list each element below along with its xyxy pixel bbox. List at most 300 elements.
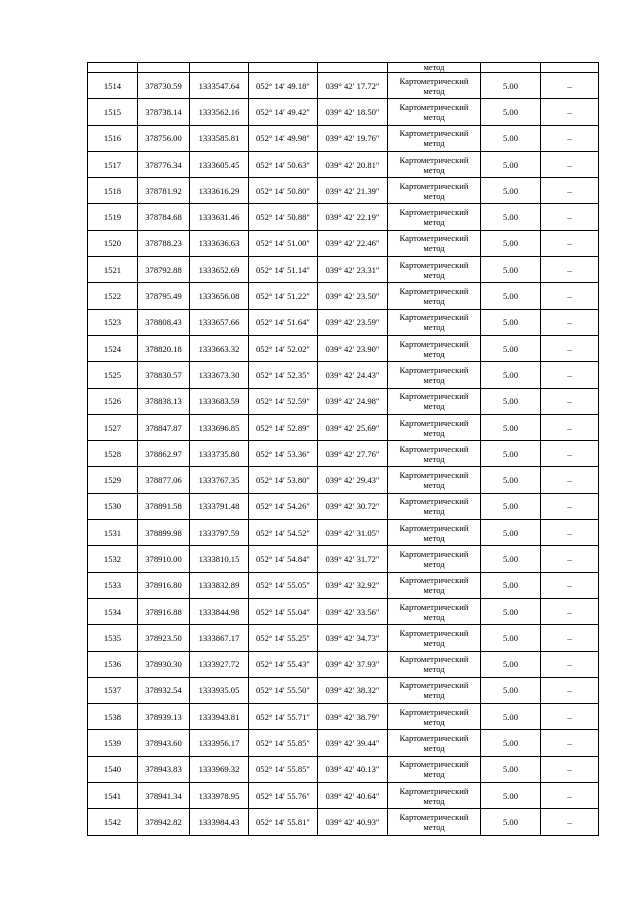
- cell-note: –: [541, 809, 599, 835]
- cell-longitude: 039° 42′ 23.31″: [318, 257, 388, 283]
- cell-longitude: 039° 42′ 17.72″: [318, 73, 388, 99]
- cell-longitude: 039° 42′ 32.92″: [318, 572, 388, 598]
- cell-accuracy: 5.00: [481, 283, 541, 309]
- cell-accuracy: 5.00: [481, 493, 541, 519]
- cell-note: –: [541, 125, 599, 151]
- cell-accuracy: 5.00: [481, 520, 541, 546]
- cell-method: [388, 335, 481, 361]
- cell-note: –: [541, 151, 599, 177]
- cell-point-number: 1536: [88, 651, 138, 677]
- table-row: [88, 178, 599, 204]
- cell-y-coordinate: 1333673.30: [190, 362, 249, 388]
- cell-note: –: [541, 362, 599, 388]
- cell-note: –: [541, 441, 599, 467]
- cell-point-number: 1542: [88, 809, 138, 835]
- cell-accuracy: 5.00: [481, 625, 541, 651]
- cell-method: [388, 467, 481, 493]
- cell-x-coordinate: 378891.58: [138, 493, 190, 519]
- cell-point-number: 1516: [88, 125, 138, 151]
- cell-x-coordinate: 378877.06: [138, 467, 190, 493]
- cell-note: –: [541, 783, 599, 809]
- table-row: [88, 704, 599, 730]
- cell-accuracy: 5.00: [481, 73, 541, 99]
- cell-point-number: 1527: [88, 414, 138, 440]
- method-line: Картометрический: [399, 575, 469, 586]
- cell-point-number: 1531: [88, 520, 138, 546]
- cell-y-coordinate: 1333605.45: [190, 151, 249, 177]
- method-line: метод: [423, 348, 445, 359]
- coordinates-table: [87, 62, 599, 836]
- method-line: Картометрический: [399, 75, 469, 86]
- cell-x-coordinate: 378738.14: [138, 99, 190, 125]
- cell-empty: [249, 63, 318, 73]
- method-line: метод: [423, 217, 445, 228]
- cell-y-coordinate: 1333935.05: [190, 677, 249, 703]
- method-line: метод: [423, 85, 445, 96]
- method-line: Картометрический: [399, 180, 469, 191]
- cell-accuracy: 5.00: [481, 441, 541, 467]
- method-line: метод: [423, 296, 445, 307]
- cell-latitude: 052° 14′ 55.76″: [249, 783, 318, 809]
- method-line: метод: [423, 611, 445, 622]
- cell-longitude: 039° 42′ 25.69″: [318, 414, 388, 440]
- cell-point-number: 1524: [88, 335, 138, 361]
- cell-x-coordinate: 378930.30: [138, 651, 190, 677]
- cell-longitude: 039° 42′ 34.73″: [318, 625, 388, 651]
- method-line: Картометрический: [399, 338, 469, 349]
- cell-y-coordinate: 1333927.72: [190, 651, 249, 677]
- cell-x-coordinate: 378932.54: [138, 677, 190, 703]
- method-line: метод: [423, 138, 445, 149]
- cell-point-number: 1518: [88, 178, 138, 204]
- method-line: Картометрический: [399, 286, 469, 297]
- cell-x-coordinate: 378776.34: [138, 151, 190, 177]
- continuation-row: [88, 63, 599, 73]
- cell-method: [388, 598, 481, 624]
- cell-accuracy: 5.00: [481, 756, 541, 782]
- cell-x-coordinate: 378847.87: [138, 414, 190, 440]
- cell-point-number: 1534: [88, 598, 138, 624]
- table-row: [88, 151, 599, 177]
- method-line: Картометрический: [399, 364, 469, 375]
- table-row: [88, 520, 599, 546]
- cell-latitude: 052° 14′ 54.52″: [249, 520, 318, 546]
- cell-accuracy: 5.00: [481, 467, 541, 493]
- cell-x-coordinate: 378941.34: [138, 783, 190, 809]
- cell-x-coordinate: 378899.98: [138, 520, 190, 546]
- cell-longitude: 039° 42′ 40.93″: [318, 809, 388, 835]
- cell-y-coordinate: 1333663.32: [190, 335, 249, 361]
- table-row: [88, 204, 599, 230]
- cell-longitude: 039° 42′ 30.72″: [318, 493, 388, 519]
- method-line: Картометрический: [399, 470, 469, 481]
- cell-longitude: 039° 42′ 38.79″: [318, 704, 388, 730]
- cell-point-number: 1532: [88, 546, 138, 572]
- cell-method: [388, 704, 481, 730]
- method-line: Картометрический: [399, 443, 469, 454]
- cell-note: –: [541, 335, 599, 361]
- cell-method: [388, 257, 481, 283]
- method-line: Картометрический: [399, 522, 469, 533]
- cell-latitude: 052° 14′ 49.98″: [249, 125, 318, 151]
- method-line: Картометрический: [399, 785, 469, 796]
- cell-x-coordinate: 378923.50: [138, 625, 190, 651]
- cell-method: [388, 283, 481, 309]
- method-line: метод: [423, 637, 445, 648]
- cell-longitude: 039° 42′ 40.13″: [318, 756, 388, 782]
- cell-method: [388, 546, 481, 572]
- cell-y-coordinate: 1333616.29: [190, 178, 249, 204]
- cell-note: –: [541, 704, 599, 730]
- cell-longitude: 039° 42′ 37.93″: [318, 651, 388, 677]
- cell-y-coordinate: 1333956.17: [190, 730, 249, 756]
- method-line: метод: [423, 243, 445, 254]
- cell-y-coordinate: 1333562.16: [190, 99, 249, 125]
- method-line: метод: [423, 111, 445, 122]
- cell-point-number: 1517: [88, 151, 138, 177]
- cell-accuracy: 5.00: [481, 99, 541, 125]
- cell-accuracy: 5.00: [481, 362, 541, 388]
- cell-latitude: 052° 14′ 50.88″: [249, 204, 318, 230]
- method-line: Картометрический: [399, 417, 469, 428]
- cell-point-number: 1526: [88, 388, 138, 414]
- cell-accuracy: 5.00: [481, 651, 541, 677]
- cell-point-number: 1535: [88, 625, 138, 651]
- cell-point-number: 1540: [88, 756, 138, 782]
- cell-latitude: 052° 14′ 55.50″: [249, 677, 318, 703]
- table-row: [88, 309, 599, 335]
- cell-y-coordinate: 1333984.43: [190, 809, 249, 835]
- cell-accuracy: 5.00: [481, 414, 541, 440]
- cell-note: –: [541, 230, 599, 256]
- cell-point-number: 1538: [88, 704, 138, 730]
- cell-y-coordinate: 1333652.69: [190, 257, 249, 283]
- cell-empty: [138, 63, 190, 73]
- method-line: метод: [423, 506, 445, 517]
- cell-method: [388, 783, 481, 809]
- cell-accuracy: 5.00: [481, 783, 541, 809]
- cell-point-number: 1522: [88, 283, 138, 309]
- cell-point-number: 1539: [88, 730, 138, 756]
- cell-method: [388, 309, 481, 335]
- method-line: метод: [423, 664, 445, 675]
- table-row: [88, 572, 599, 598]
- table-row: [88, 257, 599, 283]
- method-line: Картометрический: [399, 654, 469, 665]
- cell-method: [388, 230, 481, 256]
- cell-note: –: [541, 73, 599, 99]
- cell-accuracy: 5.00: [481, 704, 541, 730]
- cell-method: [388, 625, 481, 651]
- cell-x-coordinate: 378916.80: [138, 572, 190, 598]
- cell-note: –: [541, 414, 599, 440]
- cell-point-number: 1525: [88, 362, 138, 388]
- cell-accuracy: 5.00: [481, 309, 541, 335]
- cell-longitude: 039° 42′ 39.44″: [318, 730, 388, 756]
- cell-x-coordinate: 378781.92: [138, 178, 190, 204]
- cell-point-number: 1521: [88, 257, 138, 283]
- cell-accuracy: 5.00: [481, 335, 541, 361]
- cell-longitude: 039° 42′ 22.46″: [318, 230, 388, 256]
- method-line: метод: [423, 821, 445, 832]
- cell-y-coordinate: 1333631.46: [190, 204, 249, 230]
- method-line: метод: [423, 716, 445, 727]
- cell-empty: [88, 63, 138, 73]
- cell-method: [388, 730, 481, 756]
- cell-latitude: 052° 14′ 52.89″: [249, 414, 318, 440]
- cell-longitude: 039° 42′ 24.43″: [318, 362, 388, 388]
- method-line: метод: [423, 585, 445, 596]
- cell-empty: [318, 63, 388, 73]
- cell-empty: [190, 63, 249, 73]
- cell-point-number: 1533: [88, 572, 138, 598]
- cell-latitude: 052° 14′ 54.84″: [249, 546, 318, 572]
- cell-x-coordinate: 378795.49: [138, 283, 190, 309]
- table-row: [88, 625, 599, 651]
- method-line: метод: [423, 558, 445, 569]
- method-line: метод: [423, 164, 445, 175]
- cell-point-number: 1520: [88, 230, 138, 256]
- cell-latitude: 052° 14′ 51.14″: [249, 257, 318, 283]
- table-row: [88, 283, 599, 309]
- method-line: Картометрический: [399, 759, 469, 770]
- cell-method: [388, 414, 481, 440]
- cell-latitude: 052° 14′ 55.43″: [249, 651, 318, 677]
- cell-x-coordinate: 378943.60: [138, 730, 190, 756]
- cell-note: –: [541, 467, 599, 493]
- cell-latitude: 052° 14′ 52.35″: [249, 362, 318, 388]
- table-row: [88, 756, 599, 782]
- cell-method: [388, 441, 481, 467]
- cell-x-coordinate: 378916.88: [138, 598, 190, 624]
- cell-point-number: 1541: [88, 783, 138, 809]
- cell-y-coordinate: 1333683.59: [190, 388, 249, 414]
- cell-method: [388, 493, 481, 519]
- cell-accuracy: 5.00: [481, 546, 541, 572]
- cell-longitude: 039° 42′ 18.50″: [318, 99, 388, 125]
- method-line: Картометрический: [399, 496, 469, 507]
- method-line: Картометрический: [399, 733, 469, 744]
- cell-accuracy: 5.00: [481, 257, 541, 283]
- cell-accuracy: 5.00: [481, 388, 541, 414]
- table-row: [88, 493, 599, 519]
- method-line: Картометрический: [399, 154, 469, 165]
- cell-y-coordinate: 1333656.08: [190, 283, 249, 309]
- table-body: [88, 63, 599, 836]
- cell-latitude: 052° 14′ 55.04″: [249, 598, 318, 624]
- cell-method: [388, 204, 481, 230]
- method-line: метод: [423, 453, 445, 464]
- cell-method: [388, 520, 481, 546]
- method-line: Картометрический: [399, 233, 469, 244]
- cell-longitude: 039° 42′ 21.39″: [318, 178, 388, 204]
- cell-y-coordinate: 1333585.81: [190, 125, 249, 151]
- cell-point-number: 1528: [88, 441, 138, 467]
- cell-point-number: 1537: [88, 677, 138, 703]
- cell-note: –: [541, 756, 599, 782]
- cell-longitude: 039° 42′ 24.98″: [318, 388, 388, 414]
- cell-longitude: 039° 42′ 29.43″: [318, 467, 388, 493]
- cell-note: –: [541, 572, 599, 598]
- cell-y-coordinate: 1333797.59: [190, 520, 249, 546]
- cell-x-coordinate: 378910.00: [138, 546, 190, 572]
- method-line: Картометрический: [399, 548, 469, 559]
- cell-latitude: 052° 14′ 49.42″: [249, 99, 318, 125]
- cell-y-coordinate: 1333867.17: [190, 625, 249, 651]
- cell-latitude: 052° 14′ 49.18″: [249, 73, 318, 99]
- method-line: Картометрический: [399, 312, 469, 323]
- cell-latitude: 052° 14′ 54.26″: [249, 493, 318, 519]
- cell-latitude: 052° 14′ 55.25″: [249, 625, 318, 651]
- cell-x-coordinate: 378862.97: [138, 441, 190, 467]
- method-line: Картометрический: [399, 207, 469, 218]
- method-line: метод: [423, 532, 445, 543]
- table-row: [88, 99, 599, 125]
- cell-method: [388, 99, 481, 125]
- cell-method: [388, 362, 481, 388]
- cell-accuracy: 5.00: [481, 809, 541, 835]
- cell-method: [388, 388, 481, 414]
- method-line: метод: [423, 743, 445, 754]
- cell-accuracy: 5.00: [481, 572, 541, 598]
- cell-y-coordinate: 1333978.95: [190, 783, 249, 809]
- method-line: метод: [423, 427, 445, 438]
- method-line: Картометрический: [399, 680, 469, 691]
- cell-method: [388, 178, 481, 204]
- cell-x-coordinate: 378756.00: [138, 125, 190, 151]
- method-line: Картометрический: [399, 101, 469, 112]
- cell-x-coordinate: 378784.68: [138, 204, 190, 230]
- cell-note: –: [541, 546, 599, 572]
- cell-note: –: [541, 651, 599, 677]
- cell-accuracy: 5.00: [481, 230, 541, 256]
- method-line: метод: [423, 190, 445, 201]
- table-row: [88, 230, 599, 256]
- cell-longitude: 039° 42′ 23.90″: [318, 335, 388, 361]
- method-line: Картометрический: [399, 706, 469, 717]
- cell-longitude: 039° 42′ 33.56″: [318, 598, 388, 624]
- cell-x-coordinate: 378820.18: [138, 335, 190, 361]
- cell-latitude: 052° 14′ 51.00″: [249, 230, 318, 256]
- cell-accuracy: 5.00: [481, 598, 541, 624]
- cell-note: –: [541, 730, 599, 756]
- cell-accuracy: 5.00: [481, 677, 541, 703]
- method-line: метод: [423, 480, 445, 491]
- method-line: Картометрический: [399, 811, 469, 822]
- cell-x-coordinate: 378838.13: [138, 388, 190, 414]
- cell-latitude: 052° 14′ 53.36″: [249, 441, 318, 467]
- cell-longitude: 039° 42′ 23.50″: [318, 283, 388, 309]
- cell-x-coordinate: 378792.88: [138, 257, 190, 283]
- cell-y-coordinate: 1333832.89: [190, 572, 249, 598]
- cell-x-coordinate: 378830.57: [138, 362, 190, 388]
- cell-latitude: 052° 14′ 55.05″: [249, 572, 318, 598]
- cell-x-coordinate: 378939.13: [138, 704, 190, 730]
- table-row: [88, 335, 599, 361]
- cell-longitude: 039° 42′ 31.05″: [318, 520, 388, 546]
- cell-accuracy: 5.00: [481, 178, 541, 204]
- cell-point-number: 1515: [88, 99, 138, 125]
- cell-y-coordinate: 1333696.85: [190, 414, 249, 440]
- cell-x-coordinate: 378943.83: [138, 756, 190, 782]
- cell-x-coordinate: 378942.82: [138, 809, 190, 835]
- cell-x-coordinate: 378808.43: [138, 309, 190, 335]
- cell-y-coordinate: 1333657.66: [190, 309, 249, 335]
- cell-method: [388, 809, 481, 835]
- cell-note: –: [541, 520, 599, 546]
- method-line: Картометрический: [399, 128, 469, 139]
- cell-latitude: 052° 14′ 55.85″: [249, 756, 318, 782]
- table-row: [88, 809, 599, 835]
- cell-note: –: [541, 99, 599, 125]
- method-line: Картометрический: [399, 601, 469, 612]
- table-row: [88, 651, 599, 677]
- cell-accuracy: 5.00: [481, 125, 541, 151]
- cell-y-coordinate: 1333791.48: [190, 493, 249, 519]
- table-row: [88, 441, 599, 467]
- table-row: [88, 783, 599, 809]
- cell-y-coordinate: 1333844.98: [190, 598, 249, 624]
- cell-longitude: 039° 42′ 23.59″: [318, 309, 388, 335]
- cell-latitude: 052° 14′ 55.71″: [249, 704, 318, 730]
- cell-method: [388, 756, 481, 782]
- cell-longitude: 039° 42′ 38.32″: [318, 677, 388, 703]
- cell-method-tail: метод: [388, 63, 481, 73]
- cell-method: [388, 125, 481, 151]
- cell-latitude: 052° 14′ 51.22″: [249, 283, 318, 309]
- cell-y-coordinate: 1333767.35: [190, 467, 249, 493]
- cell-note: –: [541, 257, 599, 283]
- method-line: Картометрический: [399, 259, 469, 270]
- table-row: [88, 125, 599, 151]
- method-line: метод: [423, 690, 445, 701]
- method-line: Картометрический: [399, 627, 469, 638]
- table-row: [88, 677, 599, 703]
- method-line: метод: [423, 795, 445, 806]
- cell-point-number: 1514: [88, 73, 138, 99]
- cell-point-number: 1529: [88, 467, 138, 493]
- cell-latitude: 052° 14′ 55.81″: [249, 809, 318, 835]
- cell-y-coordinate: 1333943.81: [190, 704, 249, 730]
- cell-longitude: 039° 42′ 31.72″: [318, 546, 388, 572]
- cell-y-coordinate: 1333810.15: [190, 546, 249, 572]
- cell-method: [388, 151, 481, 177]
- method-line: метод: [423, 322, 445, 333]
- cell-note: –: [541, 283, 599, 309]
- cell-note: –: [541, 178, 599, 204]
- cell-x-coordinate: 378788.23: [138, 230, 190, 256]
- table-row: [88, 73, 599, 99]
- cell-method: [388, 572, 481, 598]
- cell-longitude: 039° 42′ 22.19″: [318, 204, 388, 230]
- cell-latitude: 052° 14′ 50.63″: [249, 151, 318, 177]
- cell-latitude: 052° 14′ 51.64″: [249, 309, 318, 335]
- method-line: метод: [423, 769, 445, 780]
- cell-note: –: [541, 625, 599, 651]
- table-row: [88, 598, 599, 624]
- cell-point-number: 1523: [88, 309, 138, 335]
- cell-note: –: [541, 598, 599, 624]
- cell-empty: [481, 63, 541, 73]
- cell-latitude: 052° 14′ 52.59″: [249, 388, 318, 414]
- cell-latitude: 052° 14′ 52.02″: [249, 335, 318, 361]
- cell-longitude: 039° 42′ 20.81″: [318, 151, 388, 177]
- cell-longitude: 039° 42′ 19.76″: [318, 125, 388, 151]
- cell-latitude: 052° 14′ 50.80″: [249, 178, 318, 204]
- table-row: [88, 467, 599, 493]
- cell-note: –: [541, 204, 599, 230]
- cell-y-coordinate: 1333969.32: [190, 756, 249, 782]
